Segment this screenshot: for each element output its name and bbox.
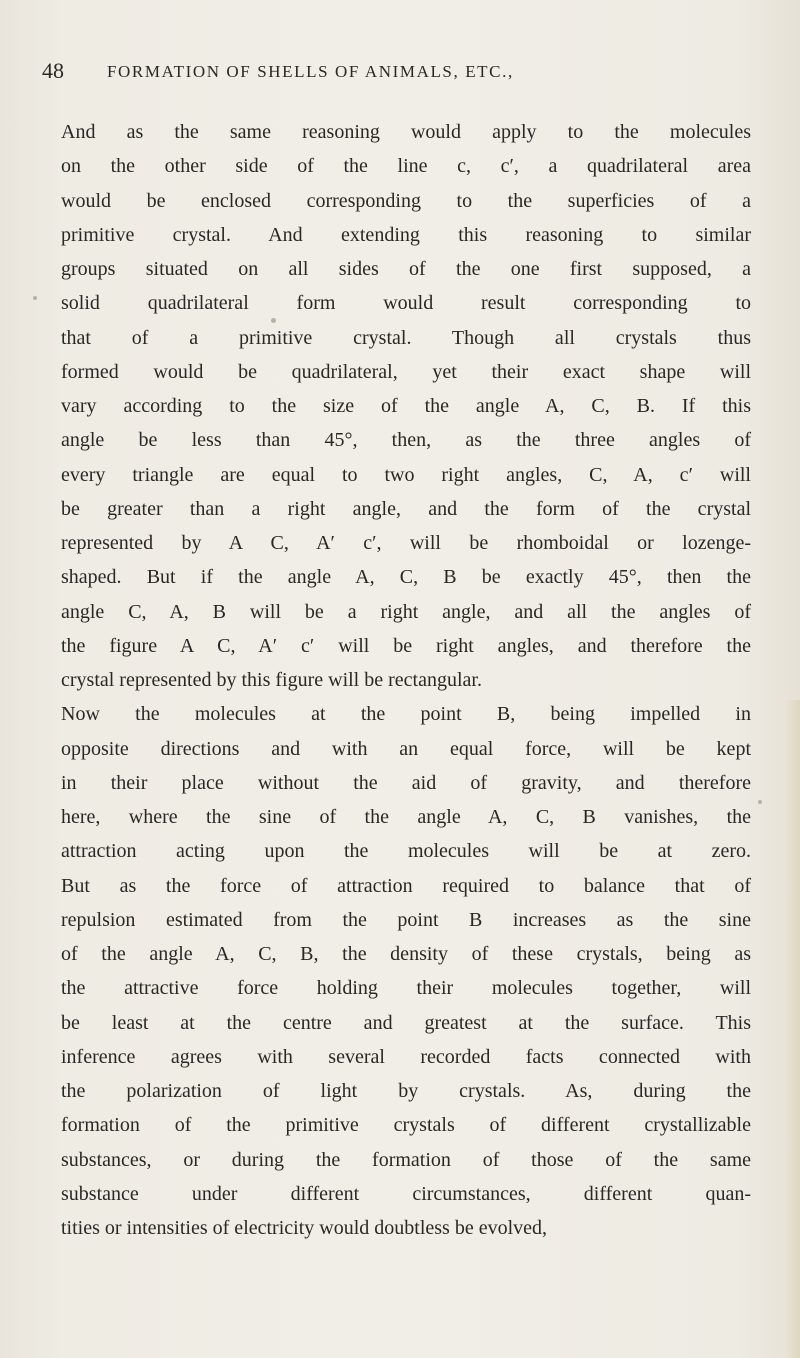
text-line: opposite directions and with an equal force, will be kept: [61, 737, 751, 760]
page-header: [42, 58, 762, 90]
text-line: the figure A C, A′ c′ will be right angles, and therefore the: [61, 634, 751, 657]
running-head: FORMATION OF SHELLS OF ANIMALS, ETC.,: [107, 62, 514, 81]
text-line: repulsion estimated from the point B increases as the sine: [61, 908, 751, 931]
text-line: that of a primitive crystal. Though all crystals thus: [61, 326, 751, 349]
text-line: be greater than a right angle, and the form of the crystal: [61, 497, 751, 520]
page-edge-shadow: [786, 700, 800, 1358]
text-line: primitive crystal. And extending this reasoning to similar: [61, 223, 751, 246]
text-line: angle be less than 45°, then, as the three angles of: [61, 429, 751, 452]
text-line: in their place without the aid of gravity, and therefore: [61, 771, 751, 794]
page-number: 48: [42, 58, 64, 83]
paper-speck: [33, 296, 37, 300]
text-line: of the angle A, C, B, the density of these crystals, being as: [61, 943, 751, 965]
text-line: crystal represented by this figure will be rectangular.: [61, 669, 482, 691]
text-line: represented by A C, A′ c′, will be rhomboidal or lozenge-: [61, 532, 751, 554]
text-line: formed would be quadrilateral, yet their exact shape will: [61, 360, 751, 383]
text-line: on the other side of the line c, c′, a quadrilateral area: [61, 155, 751, 178]
text-line: the polarization of light by crystals. As, during the: [61, 1080, 751, 1102]
text-line: inference agrees with several recorded facts connected with: [61, 1045, 751, 1068]
text-line: vary according to the size of the angle A, C, B. If this: [61, 395, 751, 417]
text-line: be least at the centre and greatest at the surface. This: [61, 1011, 751, 1034]
body-text: [61, 115, 751, 1245]
text-line: formation of the primitive crystals of different crystallizable: [61, 1114, 751, 1137]
text-line: attraction acting upon the molecules will be at zero.: [61, 840, 751, 863]
paper-speck: [271, 318, 276, 323]
text-line: substance under different circumstances, different quan-: [61, 1182, 751, 1205]
text-line: here, where the sine of the angle A, C, B vanishes, the: [61, 806, 751, 828]
text-line: And as the same reasoning would apply to the molecules: [61, 121, 751, 143]
text-line: would be enclosed corresponding to the superficies of a: [61, 189, 751, 212]
text-line: angle C, A, B will be a right angle, and all the angles of: [61, 600, 751, 623]
text-line: substances, or during the formation of those of the same: [61, 1148, 751, 1171]
text-line: tities or intensities of electricity would doubtless be evolved,: [61, 1217, 548, 1239]
text-line: But as the force of attraction required to balance that of: [61, 874, 751, 897]
text-line: every triangle are equal to two right angles, C, A, c′ will: [61, 463, 751, 486]
text-line: Now the molecules at the point B, being impelled in: [61, 703, 751, 726]
text-line: shaped. But if the angle A, C, B be exactly 45°, then the: [61, 566, 751, 589]
text-line: groups situated on all sides of the one first supposed, a: [61, 258, 751, 280]
text-line: solid quadrilateral form would result corresponding to: [61, 292, 751, 315]
paper-speck: [758, 800, 762, 804]
text-line: the attractive force holding their molecules together, will: [61, 977, 751, 1000]
